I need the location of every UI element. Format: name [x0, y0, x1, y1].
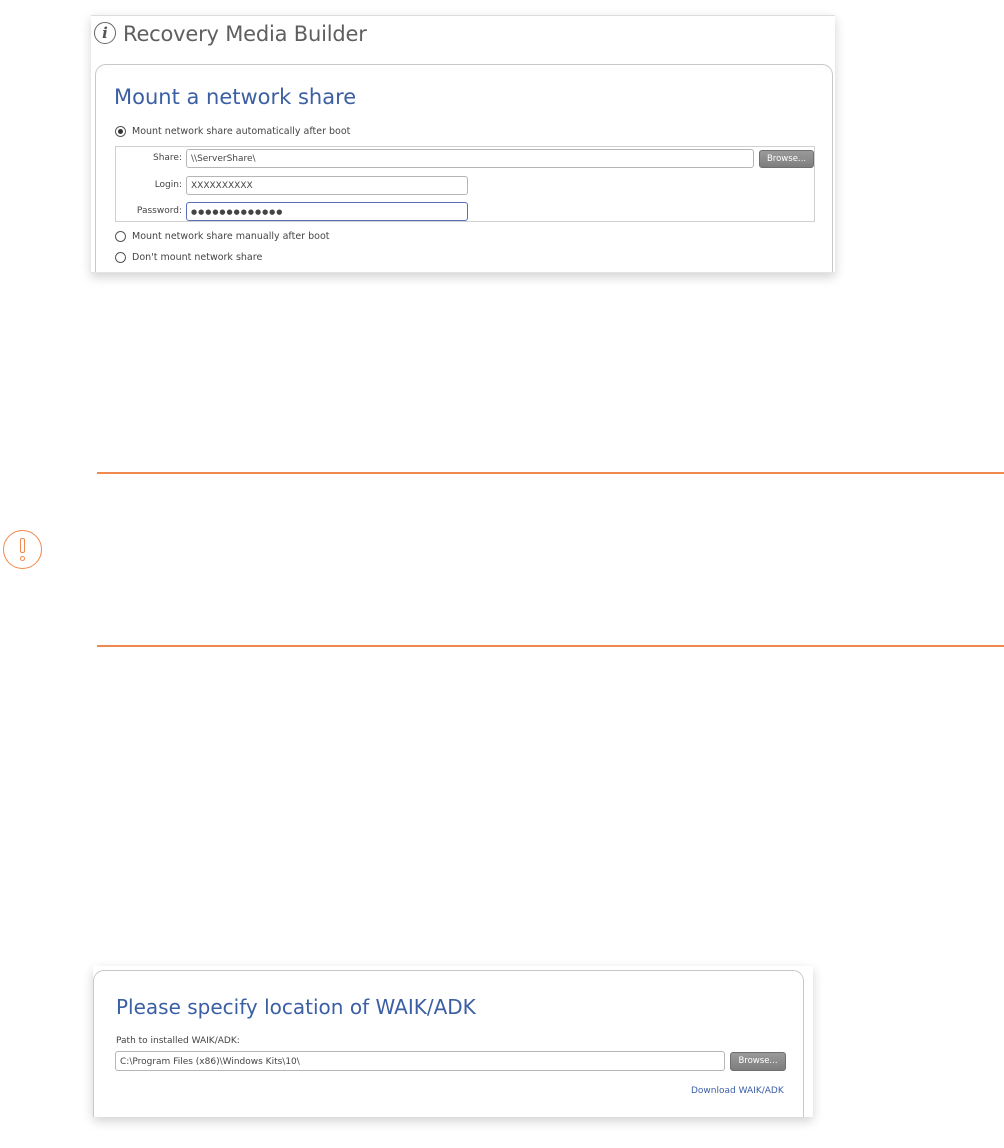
exclamation-icon: [3, 530, 42, 569]
option-mount-manual-label: Mount network share manually after boot: [132, 231, 330, 242]
option-no-mount[interactable]: [115, 252, 262, 263]
radio-unselected-icon[interactable]: [115, 252, 126, 263]
info-icon: i: [94, 22, 116, 44]
download-waik-link[interactable]: Download WAIK/ADK: [691, 1086, 784, 1096]
path-input[interactable]: C:\Program Files (x86)\Windows Kits\10\: [115, 1051, 725, 1071]
exclamation-bar: [20, 538, 25, 553]
login-input[interactable]: XXXXXXXXXX: [186, 176, 468, 195]
note-divider-top: [97, 472, 1004, 474]
note-divider-bottom: [97, 645, 1004, 647]
window-title: Recovery Media Builder: [123, 22, 367, 46]
mount-network-share-panel: [95, 64, 833, 273]
exclamation-dot: [20, 556, 25, 561]
share-browse-button[interactable]: Browse...: [759, 150, 814, 168]
option-no-mount-label: Don't mount network share: [132, 252, 263, 263]
network-share-fields: [115, 146, 815, 222]
login-label: Login:: [154, 180, 182, 190]
option-mount-auto-label: Mount network share automatically after boot: [132, 126, 351, 137]
path-browse-button[interactable]: Browse...: [730, 1052, 786, 1071]
section-title: Please specify location of WAIK/ADK: [116, 995, 476, 1019]
waik-location-screenshot: [93, 966, 813, 1117]
option-mount-manual[interactable]: [115, 231, 329, 242]
window-header: [91, 15, 835, 56]
waik-location-panel: [93, 970, 804, 1117]
share-label: Share:: [152, 153, 182, 163]
radio-unselected-icon[interactable]: [115, 231, 126, 242]
section-title: Mount a network share: [114, 85, 357, 109]
option-mount-auto[interactable]: [115, 126, 350, 137]
radio-selected-icon[interactable]: [115, 126, 126, 137]
password-input[interactable]: ●●●●●●●●●●●●●: [186, 202, 468, 221]
recovery-media-builder-screenshot: [91, 15, 835, 273]
share-input[interactable]: \\ServerShare\: [186, 149, 754, 168]
path-label: Path to installed WAIK/ADK:: [116, 1036, 240, 1046]
password-label: Password:: [136, 206, 182, 216]
